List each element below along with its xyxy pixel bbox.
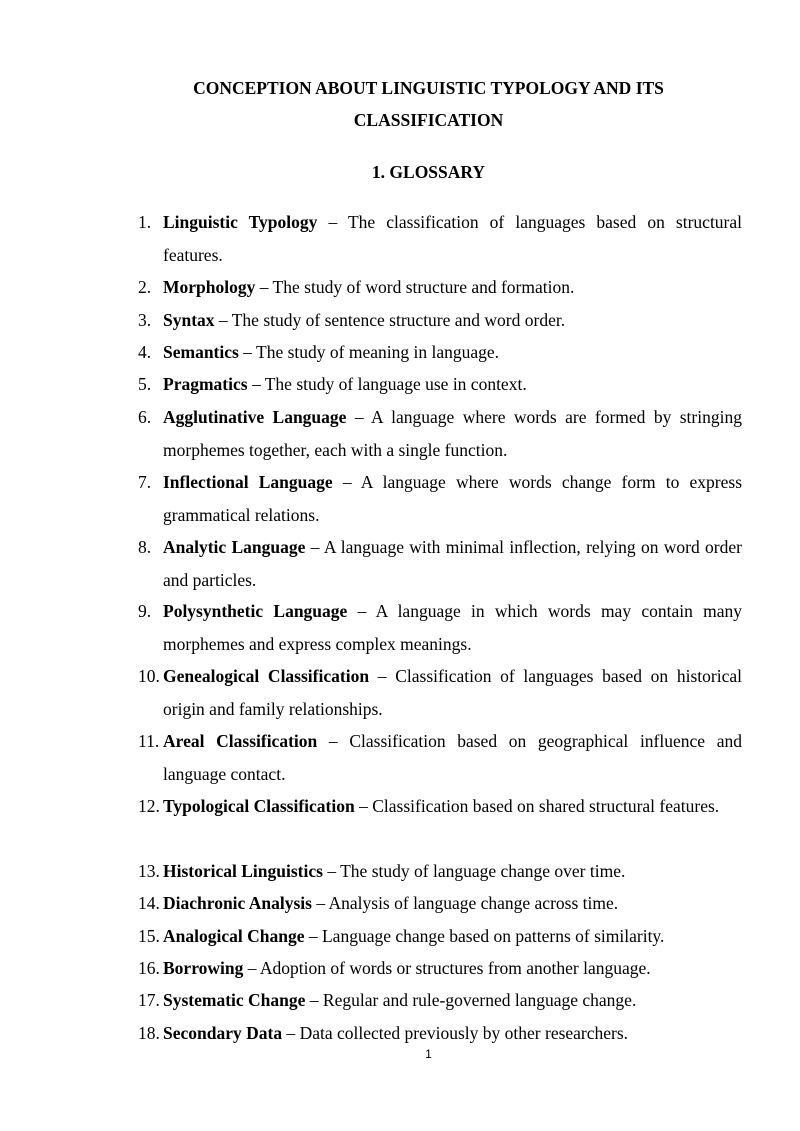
glossary-definition: – A language where words are formed by stringing morphemes together, each with a single function. — [163, 407, 742, 460]
glossary-term: Pragmatics — [163, 374, 248, 394]
glossary-definition: – The study of sentence structure and word order. — [214, 310, 566, 330]
glossary-item-text — [163, 660, 742, 725]
glossary-item-number: 15. — [138, 926, 160, 946]
glossary-item-number: 13. — [138, 861, 160, 881]
glossary-item-text — [163, 304, 742, 337]
glossary-term: Analytic Language — [163, 537, 306, 557]
glossary-item-number: 17. — [138, 990, 160, 1010]
glossary-term: Linguistic Typology — [163, 212, 318, 232]
glossary-definition: – Language change based on patterns of similarity. — [304, 926, 665, 946]
glossary-item-number: 4. — [138, 342, 152, 362]
glossary-item-text — [163, 920, 742, 953]
glossary-definition: – Classification based on geographical influence and language contact. — [163, 731, 742, 784]
glossary-term: Secondary Data — [163, 1023, 283, 1043]
document-title-line-2: CLASSIFICATION — [353, 110, 504, 130]
glossary-definition: – The study of language use in context. — [247, 374, 527, 394]
glossary-item-number: 14. — [138, 893, 160, 913]
glossary-item-number: 8. — [138, 537, 152, 557]
glossary-item-text — [163, 984, 742, 1017]
glossary-term: Inflectional Language — [163, 472, 333, 492]
glossary-term: Typological Classification — [163, 796, 355, 816]
glossary-item-number: 2. — [138, 277, 152, 297]
glossary-term: Systematic Change — [163, 990, 306, 1010]
document-title-line-1: CONCEPTION ABOUT LINGUISTIC TYPOLOGY AND ITS — [193, 78, 664, 98]
glossary-term: Genealogical Classification — [163, 666, 370, 686]
glossary-definition: – Classification of languages based on historical origin and family relationships. — [163, 666, 742, 719]
glossary-item-text — [163, 206, 742, 271]
glossary-definition: – The study of meaning in language. — [238, 342, 500, 362]
glossary-term: Morphology — [163, 277, 256, 297]
glossary-definition: – A language where words change form to express grammatical relations. — [163, 472, 742, 525]
glossary-definition: – Analysis of language change across time. — [311, 893, 619, 913]
glossary-definition: – Adoption of words or structures from another language. — [243, 958, 651, 978]
glossary-definition: – Classification based on shared structural features. — [354, 796, 720, 816]
glossary-item-number: 12. — [138, 796, 160, 816]
glossary-item-text — [163, 725, 742, 790]
glossary-term: Semantics — [163, 342, 239, 362]
glossary-item-text — [163, 790, 742, 823]
glossary-term: Areal Classification — [163, 731, 318, 751]
glossary-definition: – The study of language change over time. — [322, 861, 626, 881]
glossary-item-number: 10. — [138, 666, 160, 686]
glossary-term: Polysynthetic Language — [163, 601, 348, 621]
glossary-item-number: 6. — [138, 407, 152, 427]
glossary-definition: – A language in which words may contain many morphemes and express complex meanings. — [163, 601, 742, 654]
glossary-term: Diachronic Analysis — [163, 893, 312, 913]
glossary-item-text — [163, 466, 742, 531]
glossary-item-text — [163, 531, 742, 596]
glossary-item-text — [163, 855, 742, 888]
glossary-term: Analogical Change — [163, 926, 305, 946]
glossary-definition: – The study of word structure and formation. — [255, 277, 575, 297]
glossary-item-number: 9. — [138, 601, 152, 621]
glossary-item-text — [163, 336, 742, 369]
glossary-term: Syntax — [163, 310, 215, 330]
glossary-term: Borrowing — [163, 958, 244, 978]
glossary-definition: – The classification of languages based on structural features. — [163, 212, 743, 265]
glossary-definition: – A language with minimal inflection, relying on word order and particles. — [163, 537, 742, 590]
glossary-item-number: 5. — [138, 374, 152, 394]
glossary-definition: – Data collected previously by other researchers. — [282, 1023, 629, 1043]
glossary-term: Historical Linguistics — [163, 861, 323, 881]
glossary-item-number: 11. — [138, 731, 160, 751]
glossary-item-number: 1. — [138, 212, 152, 232]
glossary-item-text — [163, 952, 742, 985]
glossary-term: Agglutinative Language — [163, 407, 347, 427]
glossary-item-number: 3. — [138, 310, 152, 330]
glossary-definition: – Regular and rule-governed language change. — [305, 990, 637, 1010]
glossary-item-text — [163, 271, 742, 304]
glossary-item-number: 7. — [138, 472, 152, 492]
glossary-item-number: 18. — [138, 1023, 160, 1043]
glossary-item-text — [163, 401, 742, 466]
section-heading: 1. GLOSSARY — [371, 162, 486, 182]
glossary-item-text — [163, 887, 742, 920]
glossary-item-text — [163, 368, 742, 401]
glossary-item-text — [163, 1017, 742, 1050]
glossary-item-text — [163, 595, 742, 660]
glossary-item-number: 16. — [138, 958, 160, 978]
page-number: 1 — [425, 1047, 432, 1061]
